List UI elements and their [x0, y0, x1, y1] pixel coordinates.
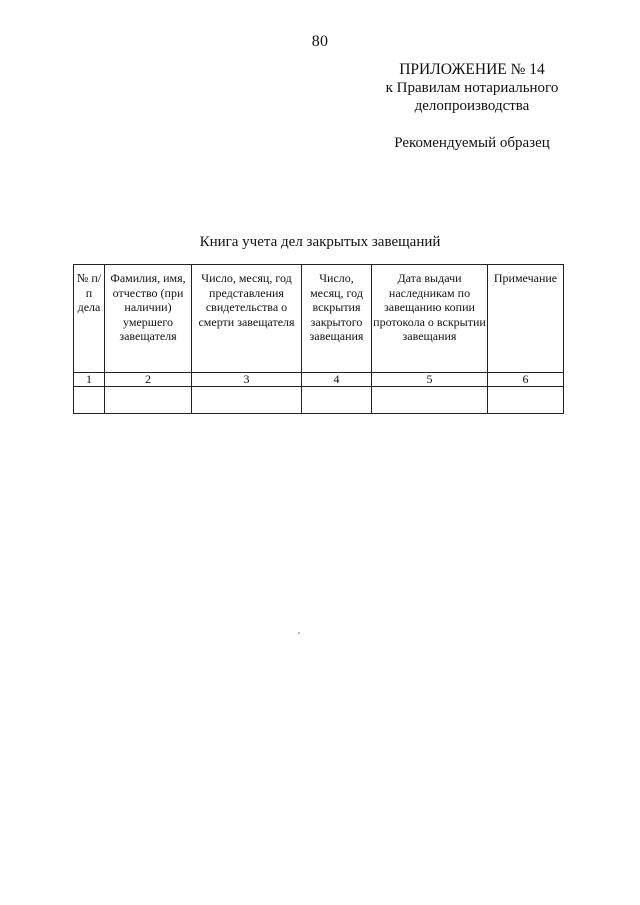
empty-cell [192, 387, 302, 414]
header-death-certificate-date: Число, месяц, год представления свидетельства о смерти завещателя [192, 265, 302, 373]
header-opening-date: Число, месяц, год вскрытия закрытого завещания [302, 265, 372, 373]
header-protocol-copy-date: Дата выдачи наследникам по завещанию копии протокола о вскрытии завещания [372, 265, 488, 373]
column-number: 2 [105, 373, 192, 387]
column-number: 6 [488, 373, 564, 387]
empty-cell [302, 387, 372, 414]
column-number: 5 [372, 373, 488, 387]
appendix-rules-line: к Правилам нотариального [385, 80, 559, 96]
appendix-block [372, 61, 572, 115]
column-number-row [74, 373, 564, 387]
column-number: 1 [74, 373, 105, 387]
empty-cell [74, 387, 105, 414]
header-case-number: № п/п дела [74, 265, 105, 373]
recommended-sample-label: Рекомендуемый образец [394, 135, 550, 151]
empty-cell [372, 387, 488, 414]
header-testator-name: Фамилия, имя, отчество (при наличии) умершего завещателя [105, 265, 192, 373]
column-number: 4 [302, 373, 372, 387]
page-number: 80 [311, 33, 329, 50]
scan-speck [298, 632, 300, 634]
closed-wills-register-table [73, 264, 564, 414]
appendix-heading: ПРИЛОЖЕНИЕ № 14 [399, 61, 545, 78]
book-title: Книга учета дел закрытых завещаний [199, 234, 441, 250]
header-note: Примечание [488, 265, 564, 373]
appendix-recordkeeping-line: делопроизводства [414, 98, 530, 114]
empty-cell [488, 387, 564, 414]
table-header-row [74, 265, 564, 373]
empty-entry-row [74, 387, 564, 414]
column-number: 3 [192, 373, 302, 387]
empty-cell [105, 387, 192, 414]
